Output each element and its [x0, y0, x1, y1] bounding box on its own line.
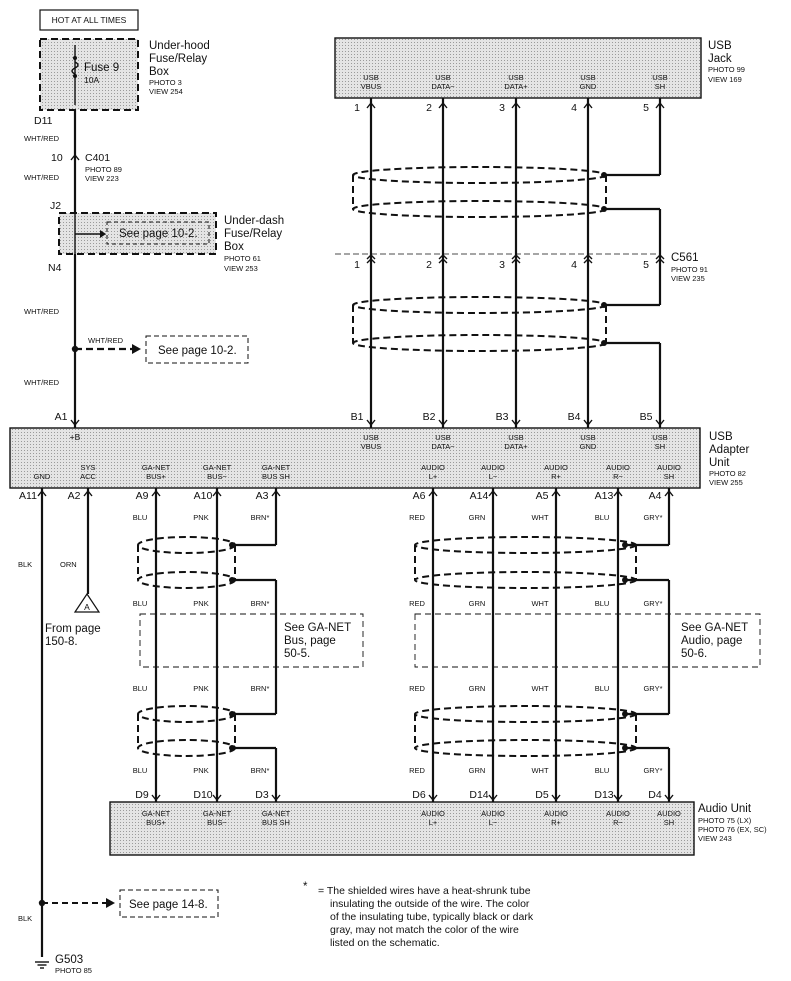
usb-adapter-unit — [10, 428, 700, 488]
adapter-top-label-l1-2: USB — [508, 433, 524, 442]
audio-unit-label-l1-0: GA-NET — [141, 809, 171, 818]
gnd-wire-color: BLK — [18, 560, 33, 569]
audio-color-3-3: BLU — [594, 766, 610, 775]
audio-color-0-1: RED — [409, 599, 425, 608]
c561-pin-4: 5 — [643, 259, 649, 271]
adapter-bottom-label-l2-4: BUS SH — [262, 472, 290, 481]
audio-unit-pin-7: D4 — [648, 789, 662, 801]
bus-color-0-1: BLU — [132, 599, 148, 608]
adapter-top-label-l2-2: DATA+ — [504, 442, 528, 451]
fuse-name: Fuse 9 — [84, 62, 120, 74]
fuse-amp: 10A — [84, 75, 100, 85]
adapter-bottom-label-l2-2: BUS+ — [146, 472, 166, 481]
audio-color-2-1: WHT — [531, 599, 549, 608]
adapter-bottom-label-l1-4: GA-NET — [261, 463, 291, 472]
audio-node-0 — [622, 542, 628, 548]
usb-jack-pin-3: 4 — [571, 102, 577, 114]
pin-n4: N4 — [48, 262, 62, 274]
adapter-bottom-pin-1: A2 — [67, 490, 81, 502]
audio-unit-label-l2-2: BUS SH — [262, 818, 290, 827]
audio-color-2-3: WHT — [531, 766, 549, 775]
adapter-top-pin-3: B3 — [495, 411, 509, 423]
audio-unit-label-l1-6: AUDIO — [606, 809, 630, 818]
audio-color-2-0: WHT — [531, 513, 549, 522]
bus-shield-lower-bottom — [138, 740, 235, 756]
audio-color-1-2: GRN — [468, 684, 486, 693]
branch-see-page[interactable]: See page 10-2. — [158, 345, 237, 357]
audio-unit-label-l1-7: AUDIO — [657, 809, 681, 818]
audio-unit-label-l2-4: L− — [488, 818, 498, 827]
audio-sh-color-2: GRY* — [643, 684, 663, 693]
audio-shield-lower-bottom — [415, 740, 636, 756]
adapter-title-3: Unit — [709, 457, 730, 469]
wire-color-a: WHT/RED — [24, 134, 59, 143]
usb-jack-term-l1-3: USB — [580, 73, 596, 82]
audio-unit-photo-1: PHOTO 75 (LX) — [698, 816, 752, 825]
fuse-box-title-1: Under-hood — [149, 40, 210, 52]
usb-jack-view: VIEW 169 — [708, 75, 742, 84]
usb-jack-term-l2-0: VBUS — [360, 82, 382, 91]
bus-sh-color-0: BRN* — [250, 513, 270, 522]
adapter-bottom-pin-2: A9 — [135, 490, 149, 502]
audio-unit-pin-6: D13 — [594, 789, 614, 801]
ganet-bus-line-3[interactable]: 50-5. — [284, 648, 311, 660]
adapter-bottom-label-l2-5: L+ — [428, 472, 438, 481]
ganet-audio-line-2[interactable]: Audio, page — [681, 635, 743, 647]
see-page-14[interactable]: See page 14-8. — [129, 899, 208, 911]
audio-node-3 — [622, 745, 628, 751]
audio-color-1-0: GRN — [468, 513, 486, 522]
adapter-top-label-l2-3: GND — [579, 442, 597, 451]
bus-sh-color-1: BRN* — [250, 599, 270, 608]
audio-sh-color-0: GRY* — [643, 513, 663, 522]
adapter-bottom-pin-0: A11 — [19, 490, 37, 502]
bus-shield-lower-top — [138, 706, 235, 722]
footnote-line-4: gray, may not match the color of the wire — [330, 924, 519, 936]
usb-jack-photo: PHOTO 99 — [708, 65, 745, 74]
audio-unit-label-l2-7: SH — [663, 818, 675, 827]
audio-color-0-0: RED — [409, 513, 425, 522]
audio-unit-label-l1-5: AUDIO — [544, 809, 568, 818]
adapter-bottom-pin-7: A5 — [535, 490, 549, 502]
wire-color-branch: WHT/RED — [88, 336, 123, 345]
adapter-bottom-label-l1-5: AUDIO — [421, 463, 445, 472]
adapter-bottom-label-l2-9: SH — [663, 472, 675, 481]
adapter-bottom-label-l2-3: BUS− — [207, 472, 227, 481]
under-dash-view: VIEW 253 — [224, 264, 258, 273]
bus-shield-upper-top — [138, 537, 235, 553]
acc-wire-color: ORN — [60, 560, 77, 569]
audio-unit-label-l1-3: AUDIO — [421, 809, 445, 818]
usb-jack-pin-0: 1 — [354, 102, 360, 114]
adapter-bottom-label-l1-6: AUDIO — [481, 463, 505, 472]
usb-jack-term-l1-2: USB — [508, 73, 524, 82]
usb-jack-term-l1-1: USB — [435, 73, 451, 82]
audio-unit-label-l2-5: R+ — [551, 818, 561, 827]
under-dash-title-3: Box — [224, 241, 244, 253]
usb-jack-term-l1-4: USB — [652, 73, 668, 82]
under-dash-title-1: Under-dash — [224, 215, 285, 227]
ganet-audio-line-1[interactable]: See GA-NET — [681, 622, 749, 634]
audio-unit-label-l1-1: GA-NET — [202, 809, 232, 818]
audio-color-3-0: BLU — [594, 513, 610, 522]
bus-color-1-0: PNK — [193, 513, 209, 522]
bus-sh-color-3: BRN* — [250, 766, 270, 775]
adapter-bottom-label-l2-0: GND — [33, 472, 51, 481]
bus-shield-upper-bottom — [138, 572, 235, 588]
c561-pin-0: 1 — [354, 259, 360, 271]
audio-unit-pin-3: D6 — [412, 789, 426, 801]
audio-unit-label-l2-3: L+ — [428, 818, 438, 827]
c561-pin-1: 2 — [426, 259, 432, 271]
audio-color-1-3: GRN — [468, 766, 486, 775]
footnote-line-1: = The shielded wires have a heat-shrunk tube — [318, 885, 531, 897]
adapter-top-pin-4: B4 — [567, 411, 581, 423]
audio-unit-pin-0: D9 — [135, 789, 149, 801]
adapter-top-label-l1-4: USB — [652, 433, 668, 442]
bus-color-1-3: PNK — [193, 766, 209, 775]
c401-pin: 10 — [51, 152, 63, 164]
adapter-bottom-pin-5: A6 — [412, 490, 426, 502]
from-page-line-1: From page — [45, 623, 101, 635]
usb-jack-pin-4: 5 — [643, 102, 649, 114]
adapter-top-label-l2-4: SH — [654, 442, 666, 451]
bus-color-0-2: BLU — [132, 684, 148, 693]
fuse-box-title-2: Fuse/Relay — [149, 53, 208, 65]
usb-jack-term-l2-2: DATA+ — [504, 82, 528, 91]
adapter-bottom-label-l1-1: SYS — [80, 463, 96, 472]
fuse-box-photo: PHOTO 3 — [149, 78, 182, 87]
audio-color-2-2: WHT — [531, 684, 549, 693]
adapter-bottom-pin-9: A4 — [648, 490, 662, 502]
usb-shield-upper-top — [353, 167, 606, 183]
audio-node-1 — [622, 577, 628, 583]
audio-sh-color-3: GRY* — [643, 766, 663, 775]
usb-jack-term-l2-1: DATA− — [431, 82, 455, 91]
from-page-line-2: 150-8. — [45, 636, 78, 648]
audio-unit-label-l2-1: BUS− — [207, 818, 227, 827]
fuse-box-view: VIEW 254 — [149, 87, 183, 96]
adapter-top-label-l1-1: USB — [435, 433, 451, 442]
bus-color-0-3: BLU — [132, 766, 148, 775]
fuse-box-title-3: Box — [149, 66, 169, 78]
adapter-bottom-label-l1-2: GA-NET — [141, 463, 171, 472]
adapter-bottom-label-l2-8: R− — [613, 472, 623, 481]
c401-view: VIEW 223 — [85, 174, 119, 183]
usb-shield-lower-top — [353, 297, 606, 313]
bus-color-1-1: PNK — [193, 599, 209, 608]
adapter-photo: PHOTO 82 — [709, 469, 746, 478]
usb-jack-term-l2-3: GND — [579, 82, 597, 91]
usb-jack-term-l1-0: USB — [363, 73, 379, 82]
c561-name: C561 — [671, 252, 699, 264]
footnote-line-3: of the insulating tube, typically black or dark — [330, 911, 534, 923]
audio-unit-label-l1-4: AUDIO — [481, 809, 505, 818]
audio-sh-color-1: GRY* — [643, 599, 663, 608]
adapter-bottom-label-l1-8: AUDIO — [606, 463, 630, 472]
ground-wire-color: BLK — [18, 914, 33, 923]
adapter-bottom-label-l1-9: AUDIO — [657, 463, 681, 472]
under-dash-see-page[interactable]: See page 10-2. — [119, 228, 198, 240]
footnote-star: * — [303, 881, 308, 893]
audio-color-0-3: RED — [409, 766, 425, 775]
adapter-top-pin-1: B1 — [350, 411, 364, 423]
usb-shield-upper-bottom — [353, 201, 606, 217]
audio-unit-pin-1: D10 — [193, 789, 213, 801]
adapter-view: VIEW 255 — [709, 478, 743, 487]
audio-node-2 — [622, 711, 628, 717]
adapter-top-pin-5: B5 — [639, 411, 653, 423]
adapter-bottom-pin-8: A13 — [594, 490, 614, 502]
usb-jack-term-l2-4: SH — [654, 82, 666, 91]
usb-jack-pin-2: 3 — [499, 102, 505, 114]
pin-j2: J2 — [50, 200, 62, 212]
adapter-bottom-label-l1-3: GA-NET — [202, 463, 232, 472]
audio-unit-pin-4: D14 — [469, 789, 489, 801]
footnote-line-5: listed on the schematic. — [330, 937, 440, 949]
bus-color-1-2: PNK — [193, 684, 209, 693]
audio-color-3-2: BLU — [594, 684, 610, 693]
c561-pin-2: 3 — [499, 259, 505, 271]
under-dash-title-2: Fuse/Relay — [224, 228, 283, 240]
adapter-bottom-pin-3: A10 — [193, 490, 213, 502]
ground-name: G503 — [55, 954, 84, 966]
ganet-audio-line-3[interactable]: 50-6. — [681, 648, 708, 660]
adapter-bottom-pin-6: A14 — [469, 490, 489, 502]
adapter-top-pin-0: A1 — [54, 411, 68, 423]
c401-name: C401 — [85, 152, 111, 164]
adapter-bottom-label-l2-6: L− — [488, 472, 498, 481]
adapter-bottom-label-l1-7: AUDIO — [544, 463, 568, 472]
audio-unit-pin-2: D3 — [255, 789, 269, 801]
under-dash-photo: PHOTO 61 — [224, 254, 261, 263]
usb-jack-title-1: USB — [708, 40, 732, 52]
adapter-bottom-label-l2-7: R+ — [551, 472, 561, 481]
ground-photo: PHOTO 85 — [55, 966, 92, 975]
wire-color-c: WHT/RED — [24, 307, 59, 316]
ganet-bus-line-1[interactable]: See GA-NET — [284, 622, 352, 634]
audio-unit-pin-5: D5 — [535, 789, 549, 801]
hot-label: HOT AT ALL TIMES — [51, 15, 127, 25]
adapter-title-2: Adapter — [709, 444, 750, 456]
bus-sh-color-2: BRN* — [250, 684, 270, 693]
audio-unit-label-l2-0: BUS+ — [146, 818, 166, 827]
usb-jack-title-2: Jack — [708, 53, 732, 65]
audio-color-0-2: RED — [409, 684, 425, 693]
adapter-top-pin-2: B2 — [422, 411, 436, 423]
audio-unit-label-l1-2: GA-NET — [261, 809, 291, 818]
footnote-line-2: insulating the outside of the wire. The color — [330, 898, 530, 910]
audio-shield-lower-top — [415, 706, 636, 722]
adapter-title-1: USB — [709, 431, 733, 443]
pin-d11: D11 — [34, 115, 53, 127]
audio-unit-view: VIEW 243 — [698, 834, 732, 843]
adapter-bottom-label-l2-1: ACC — [80, 472, 96, 481]
ganet-bus-line-2[interactable]: Bus, page — [284, 635, 336, 647]
wire-color-b: WHT/RED — [24, 173, 59, 182]
c401-photo: PHOTO 89 — [85, 165, 122, 174]
audio-unit-title: Audio Unit — [698, 803, 752, 815]
adapter-plusb: +B — [69, 432, 81, 442]
adapter-top-label-l2-0: VBUS — [360, 442, 382, 451]
bus-color-0-0: BLU — [132, 513, 148, 522]
audio-color-3-1: BLU — [594, 599, 610, 608]
audio-unit-photo-2: PHOTO 76 (EX, SC) — [698, 825, 767, 834]
audio-color-1-1: GRN — [468, 599, 486, 608]
from-page-symbol: A — [84, 602, 90, 612]
audio-shield-upper-top — [415, 537, 636, 553]
c561-view: VIEW 235 — [671, 274, 705, 283]
adapter-top-label-l1-3: USB — [580, 433, 596, 442]
c561-pin-3: 4 — [571, 259, 577, 271]
audio-shield-upper-bottom — [415, 572, 636, 588]
c561-photo: PHOTO 91 — [671, 265, 708, 274]
usb-shield-lower-bottom — [353, 335, 606, 351]
usb-jack-pin-1: 2 — [426, 102, 432, 114]
adapter-top-label-l1-0: USB — [363, 433, 379, 442]
wire-color-d: WHT/RED — [24, 378, 59, 387]
adapter-bottom-pin-4: A3 — [255, 490, 269, 502]
adapter-top-label-l2-1: DATA− — [431, 442, 455, 451]
audio-unit-label-l2-6: R− — [613, 818, 623, 827]
